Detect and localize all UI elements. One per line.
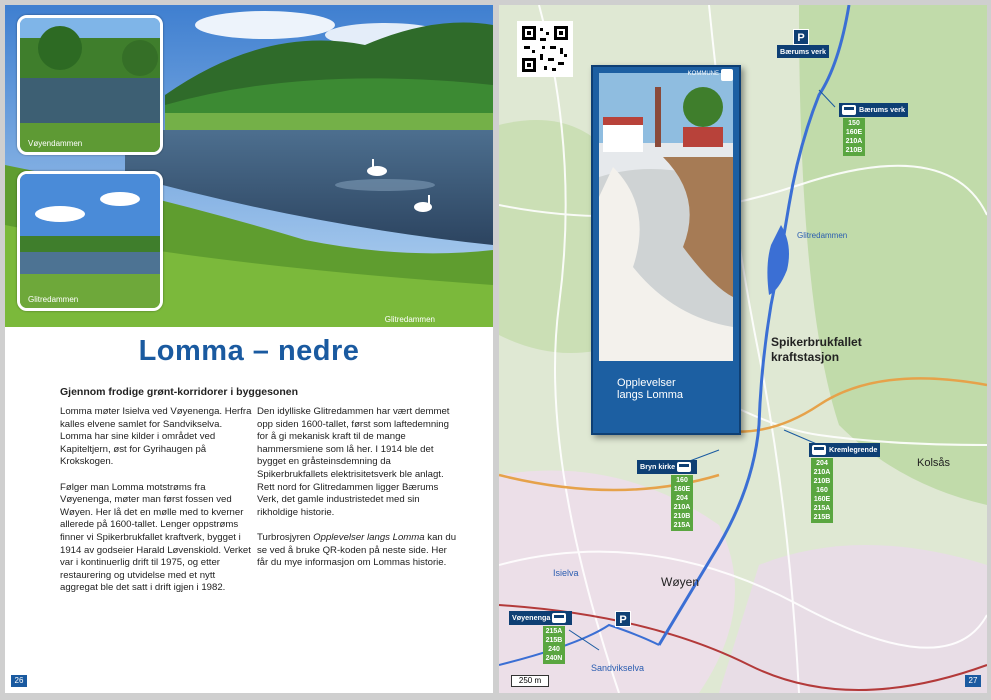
paragraph: Lomma møter Isielva ved Vøyenenga. Herfra kalles elvene samlet for Sandvikselva. Lomma har sine kilder i området ved Kapiteltjern, øst for Gyrihaugen på Krokskogen. (60, 406, 252, 468)
hero-photo (5, 5, 493, 327)
label-sandvikselva: Sandvikselva (591, 663, 645, 673)
bus-routes-bryn-kirke: 160 160E 204 210A 210B 215A (671, 475, 693, 531)
bus-stop-baerums-verk[interactable]: Bærums verk (839, 103, 908, 117)
paragraph: Følger man Lomma motstrøms fra Vøyenenga, møter man først fossen ved Wøyen. Her lå det en mølle med to kverner allerede på 1600-tallet. Lenger oppstrøms finner vi Spikerbrukfallet kraftverk, bygget i 1914 av godseier Harald Løvenskiold. Verket var i kontinuerlig drift til 1975, og etter restaurering og utvidelse med et nytt aggregat ble det satt i drift igjen i 1982. (60, 481, 251, 594)
bus-icon (812, 445, 826, 455)
brochure-title-reference: Opplevelser langs Lomma (313, 531, 425, 543)
hero-caption: Glitredammen (384, 315, 435, 324)
label-spikerbrukfallet: Spikerbrukfallet kraftstasjon (771, 335, 862, 364)
paragraph: Den idylliske Glitredammen har vært demmet opp siden 1600-tallet, først som laftedemning for å gi mekanisk kraft til de mange hammersmiene som lå her. I 1914 ble det bygget en gråsteinsdemning da Spikerbrukfallets elektrisitetsverk ble anlagt. Rett nord for Glitredammen ligger Bærums Verk, det gamle industristedet med sin rikholdige historie. (257, 406, 450, 518)
brochure-logo: KOMMUNE (687, 71, 719, 77)
bus-icon (677, 462, 691, 472)
thumbnail-caption: Vøyendammen (28, 139, 83, 148)
map-background (499, 5, 987, 693)
municipality-logo-icon (721, 69, 733, 81)
label-glitredammen: Glitredammen (797, 231, 848, 240)
page-number: 27 (965, 675, 981, 687)
map-page (499, 5, 987, 693)
bus-icon (552, 613, 566, 623)
bus-routes-kremlegrende: 204 210A 210B 160 160E 215A 215B (811, 458, 833, 523)
thumbnail-voyendammen (17, 15, 163, 155)
thumbnail-caption: Glitredammen (28, 295, 79, 304)
paragraph: Turbrosjyren Opplevelser langs Lomma kan du se ved å bruke QR-koden på neste side. Her får du mye informasjon om Lommas historie. (257, 531, 457, 569)
text-column-2 (257, 406, 457, 582)
bus-icon (842, 105, 856, 115)
text-column-1 (60, 406, 255, 608)
bus-stop-kremlegrende[interactable]: Kremlegrende (809, 443, 880, 457)
parking-icon: P (615, 611, 631, 627)
bus-routes-voyenenga: 215A 215B 240 240N (543, 626, 565, 664)
bus-routes-baerums-verk: 150 160E 210A 210B (843, 118, 865, 156)
label-kolsas: Kolsås (917, 457, 951, 469)
brochure-cover (591, 65, 741, 435)
page-title: Lomma – nedre (138, 335, 360, 367)
map-scale: 250 m (511, 675, 549, 687)
page-number: 26 (11, 675, 27, 687)
label-isielva: Isielva (553, 568, 579, 578)
thumbnail-glitredammen (17, 171, 163, 311)
bus-stop-bryn-kirke[interactable]: Bryn kirke (637, 460, 697, 474)
bus-stop-voyenenga[interactable]: Vøyenenga (509, 611, 572, 625)
qr-code[interactable] (517, 21, 573, 77)
label-woyen: Wøyen (661, 575, 700, 589)
parking-icon: P (793, 29, 809, 45)
left-page (5, 5, 493, 693)
parking-label-baerums-verk: Bærums verk (777, 45, 829, 58)
page-subtitle: Gjennom frodige grønt-korridorer i byggesonen (60, 386, 299, 398)
brochure-title: Opplevelser langs Lomma (617, 377, 684, 401)
